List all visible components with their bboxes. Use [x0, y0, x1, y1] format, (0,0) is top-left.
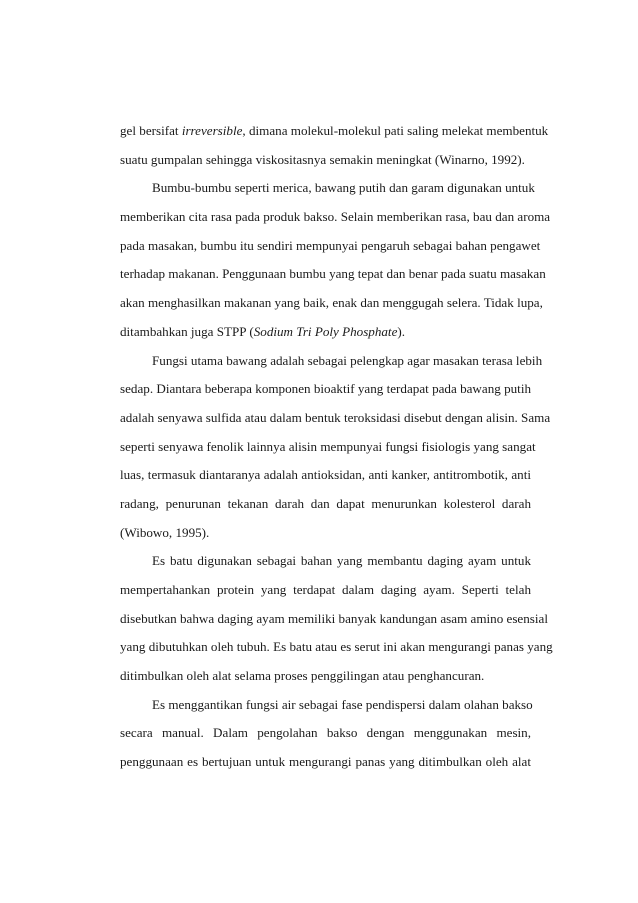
text-run: disebutkan bahwa daging ayam memiliki banyak kandungan asam amino esensial — [120, 610, 548, 626]
text-line — [120, 375, 531, 404]
text-run: suatu gumpalan sehingga viskositasnya semakin meningkat (Winarno, 1992). — [120, 151, 525, 167]
text-run: radang, penurunan tekanan darah dan dapat menurunkan kolesterol darah — [120, 495, 531, 511]
text-line — [120, 519, 531, 548]
text-run: sedap. Diantara beberapa komponen bioaktif yang terdapat pada bawang putih — [120, 381, 531, 397]
text-run: memberikan cita rasa pada produk bakso. Selain memberikan rasa, bau dan aroma — [120, 209, 551, 225]
text-line — [120, 146, 531, 175]
text-run: ditimbulkan oleh alat selama proses penggilingan atau penghancuran. — [120, 668, 485, 684]
text-run: penggunaan es bertujuan untuk mengurangi panas yang ditimbulkan oleh alat — [120, 754, 531, 770]
text-line — [120, 174, 535, 203]
text-line — [120, 289, 543, 318]
text-line — [120, 748, 531, 777]
text-line — [120, 605, 548, 634]
text-line — [120, 490, 531, 519]
text-line — [120, 318, 531, 347]
text-line — [120, 662, 531, 691]
text-run: gel bersifat — [120, 123, 182, 138]
text-line — [120, 232, 541, 261]
text-line — [120, 719, 531, 748]
text-run: akan menghasilkan makanan yang baik, enak dan menggugah selera. Tidak lupa, — [120, 295, 543, 311]
text-run: (Wibowo, 1995). — [120, 524, 210, 540]
text-run: Es menggantikan fungsi air sebagai fase pendispersi dalam olahan bakso — [152, 696, 533, 712]
text-run: ditambahkan juga STPP ( — [120, 323, 254, 339]
text-run: ). — [397, 323, 406, 339]
text-run: Es batu digunakan sebagai bahan yang membantu daging ayam untuk — [152, 553, 531, 569]
text-run: terhadap makanan. Penggunaan bumbu yang tepat dan benar pada suatu masakan — [120, 266, 546, 282]
text-run: seperti senyawa fenolik lainnya alisin mempunyai fungsi fisiologis yang sangat — [120, 438, 536, 454]
text-line — [120, 691, 531, 720]
text-line — [120, 547, 531, 576]
text-line — [120, 461, 531, 490]
italic-term: irreversible — [181, 123, 243, 138]
text-run: Bumbu-bumbu seperti merica, bawang putih dan garam digunakan untuk — [152, 180, 535, 196]
text-run: adalah senyawa sulfida atau dalam bentuk teroksidasi disebut dengan alisin. Sama — [120, 409, 551, 425]
text-run: , dimana molekul-molekul pati saling melekat membentuk — [242, 123, 549, 138]
text-line — [120, 117, 549, 146]
text-line — [120, 203, 551, 232]
text-line — [120, 633, 553, 662]
text-run: secara manual. Dalam pengolahan bakso dengan menggunakan mesin, — [120, 725, 531, 741]
text-run: yang dibutuhkan oleh tubuh. Es batu atau es serut ini akan mengurangi panas yang — [120, 639, 553, 655]
text-run: luas, termasuk diantaranya adalah antioksidan, anti kanker, antitrombotik, anti — [120, 467, 531, 483]
text-run: pada masakan, bumbu itu sendiri mempunyai pengaruh sebagai bahan pengawet — [120, 237, 541, 253]
document-body-text — [120, 117, 553, 777]
text-run: Fungsi utama bawang adalah sebagai pelengkap agar masakan terasa lebih — [152, 352, 543, 368]
text-line — [120, 347, 543, 376]
italic-term: Sodium Tri Poly Phosphate — [253, 323, 398, 339]
text-line — [120, 433, 536, 462]
text-line — [120, 576, 531, 605]
text-line — [120, 404, 551, 433]
text-run: mempertahankan protein yang terdapat dalam daging ayam. Seperti telah — [120, 582, 531, 597]
text-line — [120, 260, 546, 289]
